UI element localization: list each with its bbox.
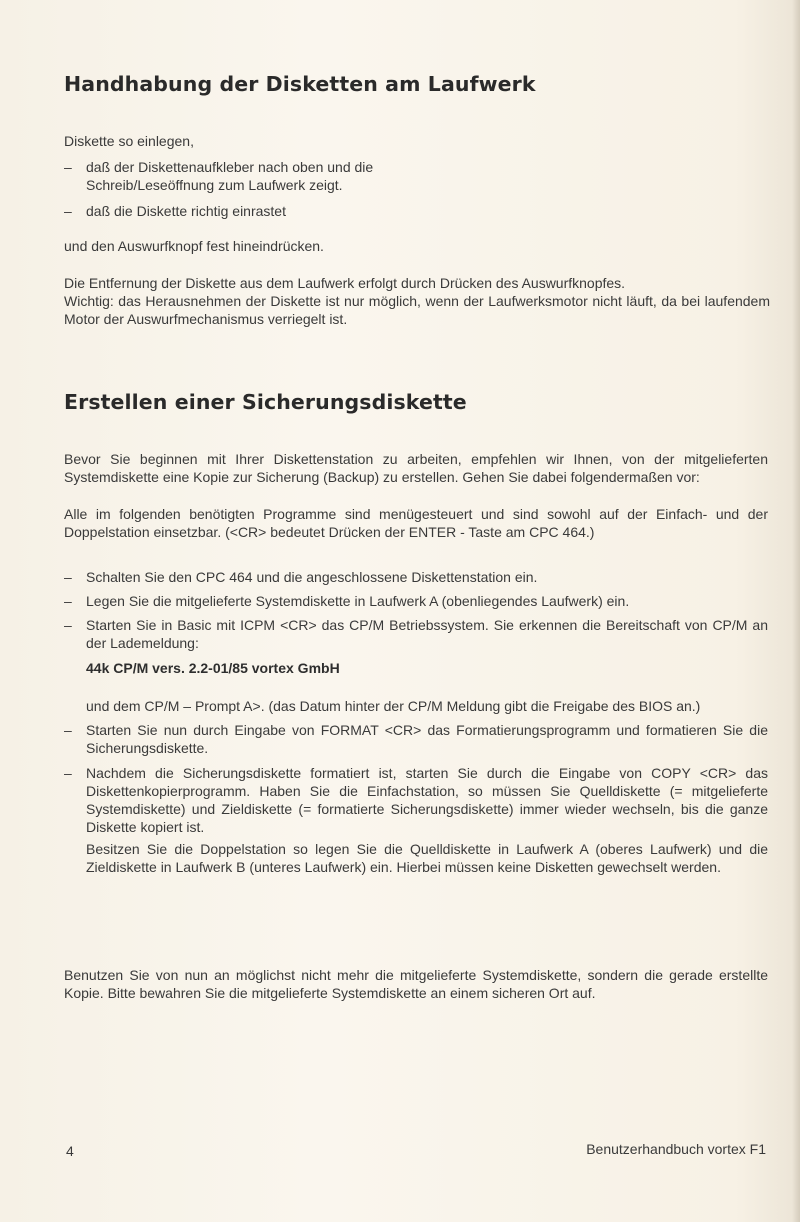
heading-backup-disk: Erstellen einer Sicherungsdiskette [64,390,467,414]
page-number: 4 [66,1143,74,1159]
after-list-text: und den Auswurfknopf fest hineindrücken. [64,238,324,254]
list-dash: – [64,159,72,175]
list-item-line: Schreib/Leseöffnung zum Laufwerk zeigt. [86,177,343,193]
step-format: Starten Sie nun durch Eingabe von FORMAT <CR> das Formatierungsprogramm und formatieren Sie die Sicherungsdiskette. [86,722,768,756]
list-dash: – [64,617,72,633]
list-item-line: daß der Diskettenaufkleber nach oben und die [86,159,374,175]
list-dash: – [64,593,72,609]
manual-title: Benutzerhandbuch vortex F1 [586,1141,766,1157]
list-item-line: daß die Diskette richtig einrastet [86,203,286,219]
removal-paragraph: Die Entfernung der Diskette aus dem Laufwerk erfolgt durch Drücken des Auswurfknopfes. [64,275,626,291]
cpm-load-message: 44k CP/M vers. 2.2-01/85 vortex GmbH [86,660,340,676]
double-station-paragraph: Besitzen Sie die Doppelstation so legen Sie die Quelldiskette in Laufwerk A (oberes Laufwerk) und die Zieldiskette in Laufwerk B (unteres Laufwerk) ein. Hierbei müssen keine Disketten gewechselt werden. [86,841,768,875]
list-dash: – [64,722,72,738]
page-edge-shadow [792,0,800,1222]
step-start-cpm: Starten Sie in Basic mit ICPM <CR> das CP/M Betriebssystem. Sie erkennen die Bereitschaft von CP/M an der Lademeldung: [86,617,768,651]
important-paragraph: Wichtig: das Herausnehmen der Diskette ist nur möglich, wenn der Laufwerksmotor nicht läuft, da bei laufendem Motor der Auswurfmechanismus verriegelt ist. [64,293,770,327]
programs-paragraph: Alle im folgenden benötigten Programme sind menügesteuert und sind sowohl auf der Einfach- und der Doppelstation einsetzbar. (<CR> bedeutet Drücken der ENTER - Taste am CPC 464.) [64,506,768,540]
step-copy: Nachdem die Sicherungsdiskette formatiert ist, starten Sie durch die Eingabe von COPY <CR> das Diskettenkopierprogramm. Haben Sie die Einfachstation, so müssen Sie Quelldiskette (= mitgelieferte Systemdiskette) und Zieldiskette (= formatierte Sicherungsdiskette) immer wieder wechseln, bis die ganze Diskette kopiert ist. [86,765,768,835]
list-dash: – [64,203,72,219]
list-dash: – [64,765,72,781]
list-dash: – [64,569,72,585]
backup-intro-paragraph: Bevor Sie beginnen mit Ihrer Diskettenstation zu arbeiten, empfehlen wir Ihnen, von der mitgelieferten Systemdiskette eine Kopie zur Sicherung (Backup) zu erstellen. Gehen Sie dabei folgendermaßen vor: [64,451,768,485]
closing-paragraph: Benutzen Sie von nun an möglichst nicht mehr die mitgelieferte Systemdiskette, sondern die gerade erstellte Kopie. Bitte bewahren Sie die mitgelieferte Systemdiskette an einem sicheren Ort auf. [64,967,768,1001]
heading-disk-handling: Handhabung der Disketten am Laufwerk [64,72,536,96]
step-power-on: Schalten Sie den CPC 464 und die angeschlossene Diskettenstation ein. [86,569,538,585]
prompt-note: und dem CP/M – Prompt A>. (das Datum hinter der CP/M Meldung gibt die Freigabe des BIOS an.) [86,698,701,714]
intro-text: Diskette so einlegen, [64,133,194,149]
step-insert-system-disk: Legen Sie die mitgelieferte Systemdiskette in Laufwerk A (obenliegendes Laufwerk) ein. [86,593,630,609]
